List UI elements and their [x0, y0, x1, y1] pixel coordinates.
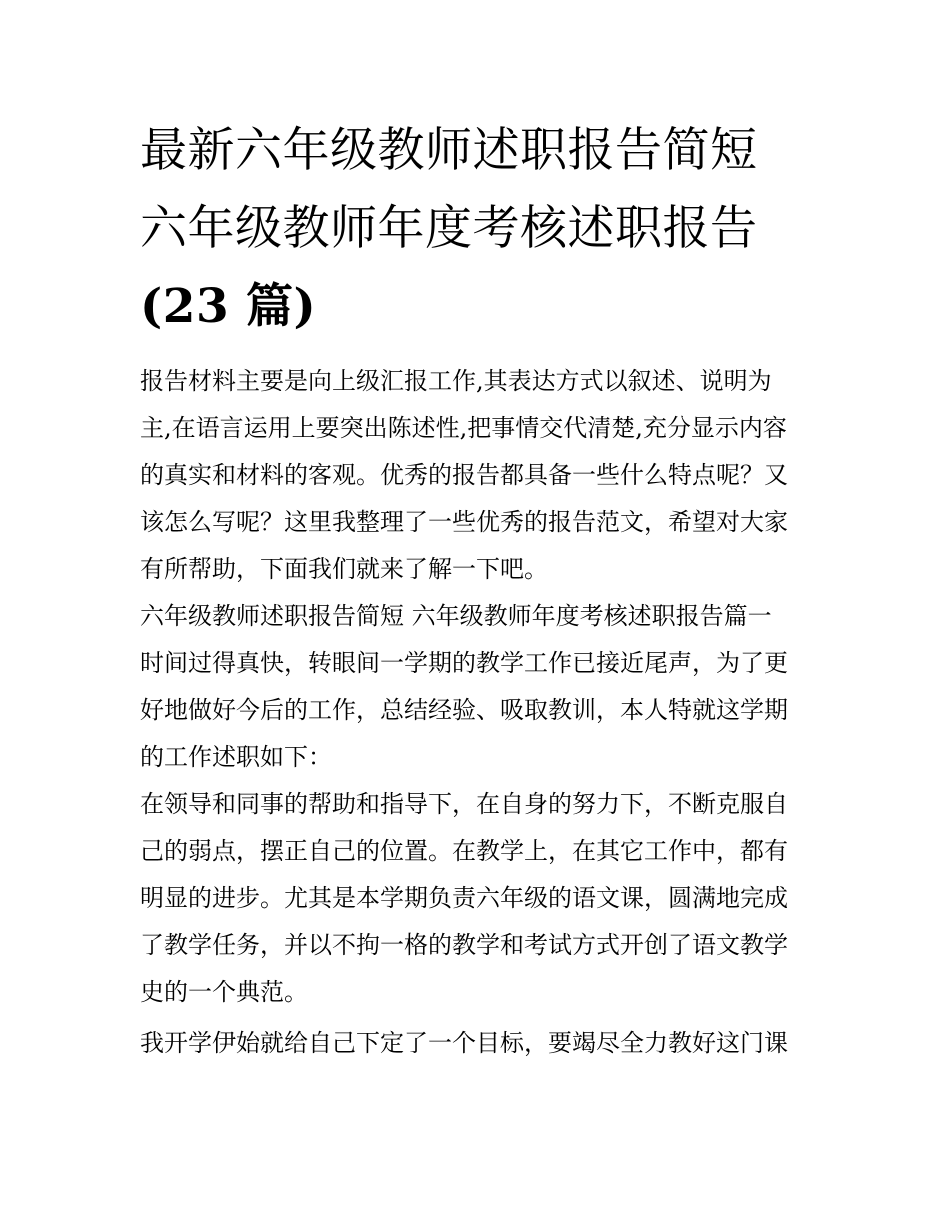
paragraph-line: 报告材料主要是向上级汇报工作,其表达方式以叙述、说明为	[140, 367, 772, 395]
paragraph	[140, 1020, 820, 1067]
document-title	[140, 112, 820, 346]
paragraph-line: 明显的进步。尤其是本学期负责六年级的语文课，圆满地完成	[140, 884, 788, 912]
document-body	[140, 358, 820, 1067]
paragraph-line: 在领导和同事的帮助和指导下，在自身的努力下，不断克服自	[140, 790, 788, 818]
paragraph-line: 有所帮助，下面我们就来了解一下吧。	[140, 555, 548, 583]
paragraph-line: 史的一个典范。	[140, 978, 308, 1006]
title-line: 最新六年级教师述职报告简短	[140, 123, 758, 178]
title-line: (23 篇)	[140, 279, 317, 334]
paragraph-intro	[140, 358, 820, 593]
paragraph-line: 的真实和材料的客观。优秀的报告都具备一些什么特点呢？又	[140, 461, 788, 489]
paragraph-line: 了教学任务，并以不拘一格的教学和考试方式开创了语文教学	[140, 931, 788, 959]
paragraph-line: 主,在语言运用上要突出陈述性,把事情交代清楚,充分显示内容	[140, 414, 787, 442]
title-line: 六年级教师年度考核述职报告	[140, 201, 758, 256]
paragraph-line: 我开学伊始就给自己下定了一个目标，要竭尽全力教好这门课	[140, 1029, 788, 1057]
paragraph-line: 该怎么写呢？这里我整理了一些优秀的报告范文，希望对大家	[140, 508, 788, 536]
paragraph-line: 好地做好今后的工作，总结经验、吸取教训，本人特就这学期	[140, 696, 788, 724]
paragraph	[140, 781, 820, 1016]
paragraph-line: 己的弱点，摆正自己的位置。在教学上，在其它工作中，都有	[140, 837, 788, 865]
paragraph	[140, 640, 820, 781]
paragraph-line: 的工作述职如下：	[140, 743, 332, 771]
paragraph-line: 时间过得真快，转眼间一学期的教学工作已接近尾声，为了更	[140, 649, 788, 677]
paragraph-line: 六年级教师述职报告简短 六年级教师年度考核述职报告篇一	[140, 602, 772, 630]
section-heading	[140, 593, 820, 640]
